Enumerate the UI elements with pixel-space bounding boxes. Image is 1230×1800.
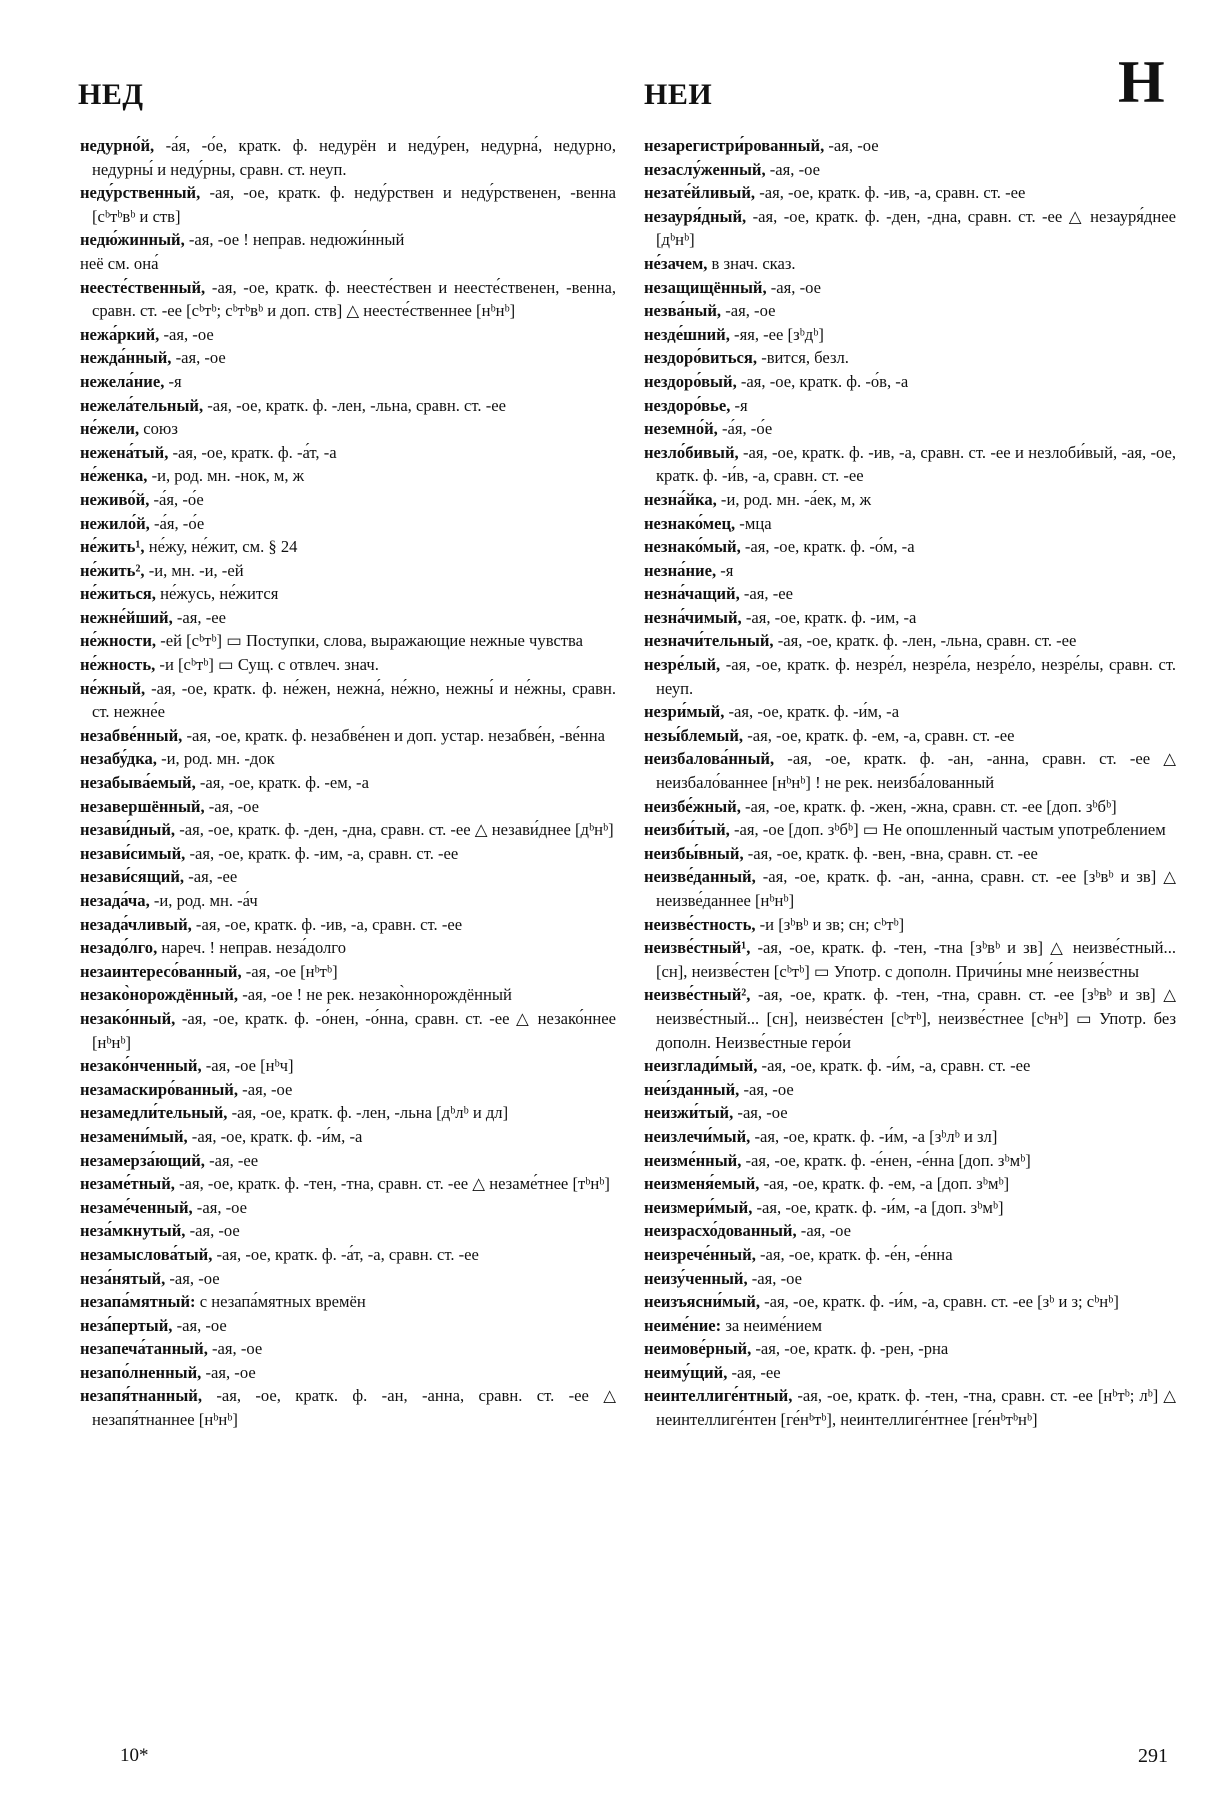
entry-headword: неиму́щий, [644, 1362, 728, 1382]
entry-definition: -ая, -ое [нᵇтᵇ] [241, 961, 338, 981]
entry-headword: незави́сящий, [80, 867, 185, 887]
entry-definition: -ая, -ое, кратк. ф. -и́м, -а, сравн. ст. -ее [зᵇ и з; сᵇнᵇ] [759, 1292, 1119, 1312]
entry-headword: неду́рственный, [80, 183, 201, 203]
entry-definition: -и [зᵇвᵇ и зв; сн; сᵇтᵇ] [755, 914, 905, 934]
entry-definition: -ая, -ое [238, 1079, 293, 1099]
entry-headword: незавершённый, [80, 796, 205, 816]
entry-definition: -я [164, 371, 182, 391]
dictionary-entry [80, 512, 616, 536]
entry-definition: -яя, -ее [зᵇдᵇ] [729, 324, 824, 344]
entry-definition: -ая, -ое, кратк. ф. неду́рствен и неду́рственен, -венна [сᵇтᵇвᵇ и ств] [92, 183, 616, 226]
entry-headword: нежа́ркий, [80, 324, 160, 344]
dictionary-entry [644, 181, 1176, 205]
dictionary-entry [80, 535, 616, 559]
entry-definition: -ая, -ое, кратк. ф. -ден, -дна, сравн. ст. -ее △ незави́днее [дᵇнᵇ] [175, 820, 614, 840]
entry-headword: незави́дный, [80, 820, 176, 840]
running-head-left: НЕД [78, 78, 144, 111]
entry-definition: -ая, -ое [192, 1197, 248, 1217]
entry-definition: -ая, -ое [721, 301, 776, 321]
entry-definition: -ая, -ое, кратк. ф. -о́м, -а [740, 537, 915, 557]
dictionary-entry [644, 818, 1176, 842]
dictionary-entry [644, 1196, 1176, 1220]
dictionary-entry [80, 1149, 616, 1173]
dictionary-entry [644, 1054, 1176, 1078]
dictionary-entry [80, 747, 616, 771]
entry-headword: незапеча́танный, [80, 1339, 208, 1359]
dictionary-entry [80, 1078, 616, 1102]
dictionary-entry [80, 394, 616, 418]
entry-definition: не́жу, не́жит, см. § 24 [144, 537, 298, 557]
entry-headword: неизве́данный, [644, 867, 756, 887]
entry-headword: незате́йливый, [644, 183, 756, 203]
dictionary-entry [644, 370, 1176, 394]
dictionary-entry [644, 1078, 1176, 1102]
dictionary-entry [80, 1007, 616, 1054]
entry-definition: -ая, -ое, кратк. ф. -и́м, -а [доп. зᵇмᵇ] [752, 1197, 1004, 1217]
dictionary-entry [644, 795, 1176, 819]
entry-headword: незначи́тельный, [644, 631, 774, 651]
dictionary-entry [80, 582, 616, 606]
entry-definition: -ая, -ое [165, 1268, 220, 1288]
entry-definition: -я [716, 560, 734, 580]
entry-headword: незамедли́тельный, [80, 1103, 228, 1123]
entry-headword: незапя́тнанный, [80, 1386, 203, 1406]
entry-headword: неизменя́емый, [644, 1174, 760, 1194]
entry-definition: -ая, -ое [доп. зᵇбᵇ] ▭ Не опошленный частым употреблением [729, 820, 1166, 840]
entry-definition: -ая, -ое [765, 159, 820, 179]
entry-headword: незамыслова́тый, [80, 1244, 213, 1264]
dictionary-entry [80, 889, 616, 913]
entry-headword: незва́ный, [644, 301, 722, 321]
entry-headword: неза́нятый, [80, 1268, 166, 1288]
entry-headword: не́жить¹, [80, 537, 145, 557]
entry-headword: не́жности, [80, 631, 157, 651]
entry-headword: нездоро́вье, [644, 395, 731, 415]
entry-headword: незарегистри́рованный, [644, 136, 825, 155]
entry-headword: незде́шний, [644, 324, 730, 344]
entry-headword: незабве́нный, [80, 725, 183, 745]
entry-definition: -ая, -ое, кратк. ф. незре́л, незре́ла, незре́ло, незре́лы, сравн. ст. неуп. [656, 655, 1176, 698]
running-head-right: НЕИ [644, 78, 713, 111]
dictionary-entry [644, 488, 1176, 512]
entry-headword: нежда́нный, [80, 348, 172, 368]
entry-headword: неизрече́нный, [644, 1244, 756, 1264]
entry-headword: незави́симый, [80, 843, 186, 863]
entry-headword: неизве́стность, [644, 914, 756, 934]
entry-definition: -ая, -ое, кратк. ф. -тен, -тна, сравн. ст. -ее [зᵇвᵇ и зв] △ неизве́стный... [сн], неизве́стен [сᵇтᵇ], неизве́стнее [сᵇнᵇ] ▭ Употр. без дополн. Неизве́стные геро́и [656, 985, 1176, 1052]
entry-definition: -ая, -ое [824, 136, 879, 155]
entry-headword: незадо́лго, [80, 938, 158, 958]
entry-definition: -ая, -ее [172, 607, 226, 627]
entry-headword: незако̀норождённый, [80, 985, 239, 1005]
entry-definition: -ая, -ое, кратк. ф. -о́в, -а [736, 371, 909, 391]
dictionary-entry [644, 913, 1176, 937]
entry-headword: неизрасхо́дованный, [644, 1221, 797, 1241]
dictionary-entry [80, 488, 616, 512]
entry-headword: не́жность, [80, 655, 156, 675]
entry-definition: -ая, -ое, кратк. ф. -а́т, -а [168, 442, 337, 462]
entry-definition: -ая, -ое, кратк. ф. -лен, -льна, сравн. ст. -ее [773, 631, 1077, 651]
entry-definition: союз [139, 419, 178, 439]
entry-definition: -ая, -ое, кратк. ф. -ем, -а, сравн. ст. -ее [743, 725, 1015, 745]
dictionary-entry [644, 394, 1176, 418]
entry-definition: -ая, -ое, кратк. ф. -и́м, -а [724, 702, 900, 722]
entry-headword: нежне́йший, [80, 607, 173, 627]
entry-headword: неизбалова́нный, [644, 749, 775, 769]
entry-definition: -ая, -ое, кратк. ф. -лен, -льна, сравн. ст. -ее [203, 395, 506, 415]
entry-headword: не́жный, [80, 678, 146, 698]
entry-headword: незамерза́ющий, [80, 1150, 205, 1170]
entry-definition: с незапа́мятных времён [195, 1292, 366, 1312]
entry-definition: -и [сᵇтᵇ] ▭ Сущ. с отвлеч. знач. [155, 655, 379, 675]
entry-definition: -ая, -ое ! не рек. незако̀ннорождённый [238, 985, 512, 1005]
dictionary-entry [644, 158, 1176, 182]
entry-definition: -ая, -ое, кратк. ф. -и́м, -а, сравн. ст. -ее [757, 1056, 1031, 1076]
dictionary-entry [80, 960, 616, 984]
dictionary-entry [644, 1101, 1176, 1125]
entry-definition: -ая, -ое [171, 348, 226, 368]
dictionary-entry [644, 512, 1176, 536]
dictionary-entry [80, 1243, 616, 1267]
dictionary-entry [80, 983, 616, 1007]
dictionary-entry [644, 299, 1176, 323]
dictionary-entry [80, 134, 616, 181]
entry-definition: -а́я, -о́е [149, 513, 205, 533]
entry-headword: незна́чащий, [644, 584, 740, 604]
entry-headword: незабу́дка, [80, 749, 157, 769]
dictionary-entry [80, 1267, 616, 1291]
entry-headword: неизмери́мый, [644, 1197, 753, 1217]
dictionary-entry [80, 323, 616, 347]
entry-headword: незада́ча, [80, 891, 150, 910]
entry-definition: -ая, -ое ! неправ. недюжи́нный [184, 230, 405, 250]
entry-headword: неи́зданный, [644, 1079, 740, 1099]
dictionary-entry [644, 559, 1176, 583]
entry-definition: -ая, -ое, кратк. ф. -им, -а, сравн. ст. -ее [185, 843, 459, 863]
entry-headword: не́житься, [80, 584, 156, 604]
dictionary-entry [644, 842, 1176, 866]
entry-definition: -ая, -ое, кратк. ф. -ем, -а [195, 773, 369, 793]
dictionary-entry [80, 1337, 616, 1361]
entry-headword: неимове́рный, [644, 1339, 752, 1359]
dictionary-entry [80, 346, 616, 370]
dictionary-entry [80, 724, 616, 748]
entry-definition: -ая, -ое [185, 1221, 240, 1241]
entry-headword: неизве́стный², [644, 985, 751, 1005]
dictionary-entry [80, 1384, 616, 1431]
dictionary-entry [80, 1361, 616, 1385]
entry-headword: незаме́ченный, [80, 1197, 193, 1217]
entry-headword: нездоро́виться, [644, 348, 758, 368]
entry-headword: незна́чимый, [644, 607, 742, 627]
entry-definition: -ая, -ое, кратк. ф. -ан, -анна, сравн. ст. -ее △ незапя́тнаннее [нᵇнᵇ] [92, 1386, 616, 1430]
dictionary-entry [80, 1219, 616, 1243]
entry-definition: -ая, -ое, кратк. ф. неесте́ствен и неесте́ственен, -венна, сравн. ст. -ее [сᵇтᵇ; сᵇтᵇвᵇ и доп. ств] △ неесте́ственнее [нᵇнᵇ] [92, 277, 616, 321]
dictionary-entry [80, 559, 616, 583]
entry-headword: незада́чливый, [80, 914, 192, 934]
entry-definition: -ая, -ее [184, 867, 238, 887]
entry-headword: неживо́й, [80, 489, 150, 509]
entry-headword: незауря́дный, [644, 206, 747, 226]
dictionary-entry [80, 1101, 616, 1125]
entry-definition: -ей [сᵇтᵇ] ▭ Поступки, слова, выражающие нежные чувства [156, 631, 584, 651]
entry-definition: -ая, -ое, кратк. ф. -а́т, -а, сравн. ст. -ее [212, 1244, 479, 1264]
entry-headword: незнако́мец, [644, 513, 736, 533]
entry-definition: -ая, -ое [нᵇч] [201, 1056, 294, 1076]
entry-definition: неё см. она́ [80, 253, 159, 273]
right-column [644, 134, 1176, 1432]
entry-headword: неза́мкнутый, [80, 1221, 186, 1241]
entry-definition: -ая, -ое, кратк. ф. -ан, -анна, сравн. ст. -ее [зᵇвᵇ и зв] △ неизве́даннее [нᵇнᵇ] [656, 867, 1176, 910]
entry-definition: -мца [735, 513, 772, 533]
dictionary-entry [644, 1361, 1176, 1385]
entry-headword: незаинтересо́ванный, [80, 961, 242, 981]
entry-headword: недурно́й, [80, 136, 155, 155]
entry-definition: -ая, -ое, кратк. ф. -ден, -дна, сравн. ст. -ее △ незауря́днее [дᵇнᵇ] [656, 206, 1176, 250]
dictionary-entry [644, 983, 1176, 1054]
dictionary-entry [644, 865, 1176, 912]
entry-definition: -ая, -ое, кратк. ф. -тен, -тна, сравн. ст. -ее [нᵇтᵇ; лᵇ] △ неинтеллиге́нтен [ге́нᵇтᵇ], неинтеллиге́нтнее [ге́нᵇтᵇнᵇ] [656, 1386, 1176, 1430]
entry-definition: -ая, -ое [159, 324, 214, 344]
entry-headword: незы́блемый, [644, 725, 744, 745]
entry-headword: не́зачем, [644, 253, 708, 273]
entry-headword: нежела́ние, [80, 371, 165, 391]
entry-headword: незамени́мый, [80, 1126, 188, 1146]
dictionary-entry [644, 323, 1176, 347]
dictionary-entry [80, 606, 616, 630]
entry-definition: -я [730, 395, 748, 415]
entry-definition: -ая, -ое, кратк. ф. -им, -а [741, 607, 917, 627]
entry-headword: нежена́тый, [80, 442, 169, 462]
entry-headword: неизу́ченный, [644, 1268, 748, 1288]
dictionary-entry [80, 1196, 616, 1220]
entry-headword: незапо́лненный, [80, 1362, 202, 1382]
dictionary-entry [80, 865, 616, 889]
dictionary-entry [80, 771, 616, 795]
entry-definition: -и, род. мн. -а́ч [149, 891, 258, 910]
dictionary-entry [644, 1384, 1176, 1431]
entry-definition: -и, род. мн. -док [156, 749, 275, 769]
entry-headword: неизглади́мый, [644, 1056, 758, 1076]
entry-definition: -ая, -ое, кратк. ф. -ив, -а, сравн. ст. -ее [191, 914, 463, 934]
section-letter: Н [1118, 49, 1165, 115]
dictionary-entry [644, 936, 1176, 983]
entry-definition: -ая, -ое, кратк. ф. -лен, -льна [дᵇлᵇ и дл] [227, 1103, 509, 1123]
entry-headword: нежела́тельный, [80, 395, 204, 415]
entry-definition: -а́я, -о́е [149, 489, 204, 509]
dictionary-entry [80, 653, 616, 677]
entry-definition: -ая, -ое [739, 1079, 794, 1099]
dictionary-entry [644, 582, 1176, 606]
dictionary-entry [80, 252, 616, 276]
entry-headword: незабыва́емый, [80, 773, 196, 793]
entry-headword: незамаскиро́ванный, [80, 1079, 239, 1099]
entry-definition: -а́я, -о́е, кратк. ф. недурён и неду́рен, недурна́, недурно, недурны́ и неду́рны, сравн. ст. неуп. [92, 136, 616, 179]
dictionary-entry [80, 913, 616, 937]
dictionary-entry [80, 842, 616, 866]
entry-headword: неесте́ственный, [80, 277, 206, 297]
left-column [80, 134, 616, 1432]
entry-definition: -ая, -ое, кратк. ф. -и́м, -а [187, 1126, 363, 1146]
entry-headword: не́жели, [80, 419, 140, 439]
entry-definition: -и, род. мн. -нок, м, ж [147, 466, 305, 486]
entry-definition: -ая, -ое, кратк. ф. -ан, -анна, сравн. ст. -ее △ неизбало́ваннее [нᵇнᵇ] ! не рек. неизба́лованный [656, 749, 1176, 793]
entry-definition: -ая, -ое [207, 1339, 263, 1359]
entry-headword: неизбе́жный, [644, 796, 741, 816]
entry-definition: -и, мн. -и, -ей [144, 560, 244, 580]
dictionary-entry [644, 535, 1176, 559]
dictionary-entry [80, 1314, 616, 1338]
entry-definition: -ая, -ое, кратк. ф. -е́н, -е́нна [755, 1244, 953, 1264]
entry-definition: -а́я, -о́е [717, 419, 773, 439]
entry-headword: неизме́нный, [644, 1150, 742, 1170]
dictionary-entry [80, 276, 616, 323]
entry-headword: незаме́тный, [80, 1174, 175, 1194]
entry-definition: -ая, -ое [172, 1315, 227, 1335]
entry-headword: неза́пертый, [80, 1315, 173, 1335]
dictionary-entry [644, 1125, 1176, 1149]
entry-headword: незре́лый, [644, 655, 721, 675]
entry-headword: не́женка, [80, 466, 148, 486]
entry-headword: незащищённый, [644, 277, 767, 297]
dictionary-entry [644, 1149, 1176, 1173]
entry-definition: -ая, -ое [747, 1268, 802, 1288]
entry-definition: -ая, -ое [796, 1221, 851, 1241]
entry-definition: -ая, -ее [204, 1150, 259, 1170]
entry-definition: -ая, -ое, кратк. ф. незабве́нен и доп. устар. незабве́н, -ве́нна [182, 725, 605, 745]
entry-definition: -ая, -ое, кратк. ф. -е́нен, -е́нна [доп. зᵇмᵇ] [741, 1150, 1031, 1170]
entry-definition: -ая, -ое, кратк. ф. -ем, -а [доп. зᵇмᵇ] [759, 1174, 1010, 1194]
dictionary-entry [644, 629, 1176, 653]
dictionary-entry [644, 1172, 1176, 1196]
dictionary-entry [644, 747, 1176, 794]
entry-headword: незако́нченный, [80, 1056, 202, 1076]
dictionary-entry [644, 205, 1176, 252]
entry-headword: нежило́й, [80, 513, 150, 533]
entry-definition: -ая, -ое, кратк. ф. -жен, -жна, сравн. ст. -ее [доп. зᵇбᵇ] [740, 796, 1117, 816]
entry-definition: -вится, безл. [757, 348, 849, 368]
entry-definition: -ая, -ое [766, 277, 821, 297]
entry-definition: -ая, -ое [201, 1362, 256, 1382]
dictionary-entry [80, 818, 616, 842]
entry-headword: нездоро́вый, [644, 371, 737, 391]
entry-headword: не́жить², [80, 560, 145, 580]
entry-headword: неизжи́тый, [644, 1103, 734, 1123]
entry-definition: -ая, -ое, кратк. ф. -тен, -тна [зᵇвᵇ и зв] △ неизве́стный... [сн], неизве́стен [сᵇтᵇ] ▭ Употр. с дополн. Причи́ны мне́ неизве́стны [656, 938, 1176, 981]
dictionary-entry [644, 252, 1176, 276]
entry-definition: -ая, -ое, кратк. ф. -и́м, -а [зᵇлᵇ и зл] [750, 1126, 998, 1146]
dictionary-entry [80, 464, 616, 488]
entry-headword: незнако́мый, [644, 537, 741, 557]
entry-definition: -ая, -ое [733, 1103, 788, 1123]
dictionary-entry [644, 653, 1176, 700]
entry-headword: неизлечи́мый, [644, 1126, 751, 1146]
entry-definition: -ая, -ое [204, 796, 259, 816]
entry-headword: незна́йка, [644, 489, 717, 509]
entry-headword: незри́мый, [644, 702, 725, 722]
dictionary-entry [80, 417, 616, 441]
entry-headword: неинтеллиге́нтный, [644, 1386, 793, 1406]
entry-headword: неизби́тый, [644, 820, 730, 840]
entry-definition: -ая, -ее [739, 584, 793, 604]
signature-mark: 10* [120, 1745, 149, 1766]
entry-headword: незако́нный, [80, 1008, 176, 1028]
entry-definition: -и, род. мн. -а́ек, м, ж [716, 489, 872, 509]
dictionary-entry [644, 1314, 1176, 1338]
entry-definition: нареч. ! неправ. неза́долго [157, 938, 346, 958]
entry-definition: -ая, -ое, кратк. ф. -вен, -вна, сравн. ст. -ее [743, 843, 1038, 863]
entry-headword: неизве́стный¹, [644, 938, 751, 958]
dictionary-entry [644, 346, 1176, 370]
dictionary-entry [644, 1267, 1176, 1291]
dictionary-entry [644, 417, 1176, 441]
dictionary-entry [80, 1290, 616, 1314]
dictionary-entry [644, 441, 1176, 488]
entry-definition: не́жусь, не́жится [155, 584, 279, 604]
dictionary-entry [80, 1125, 616, 1149]
dictionary-entry [644, 1243, 1176, 1267]
entry-headword: неземно́й, [644, 419, 718, 439]
entry-definition: -ая, -ое, кратк. ф. -о́нен, -о́нна, сравн. ст. -ее △ незако́ннее [нᵇнᵇ] [92, 1008, 616, 1052]
dictionary-entry [644, 1290, 1176, 1314]
dictionary-entry [80, 228, 616, 252]
entry-headword: недю́жинный, [80, 230, 185, 250]
entry-definition: -ая, -ое, кратк. ф. -ив, -а, сравн. ст. -ее и незлоби́вый, -ая, -ое, кратк. ф. -и́в, -а, сравн. ст. -ее [656, 442, 1176, 486]
entry-definition: за неиме́нием [721, 1315, 823, 1335]
dictionary-entry [80, 629, 616, 653]
dictionary-entry [644, 276, 1176, 300]
dictionary-entry [80, 441, 616, 465]
dictionary-entry [80, 1172, 616, 1196]
dictionary-entry [80, 677, 616, 724]
entry-definition: -ая, -ое, кратк. ф. не́жен, нежна́, не́жно, нежны́ и не́жны, сравн. ст. нежне́е [92, 678, 616, 722]
dictionary-entry [80, 795, 616, 819]
dictionary-entry [80, 936, 616, 960]
entry-headword: незна́ние, [644, 560, 717, 580]
dictionary-entry [80, 181, 616, 228]
entry-definition: -ая, -ее [727, 1362, 781, 1382]
entry-definition: в знач. сказ. [707, 253, 796, 273]
dictionary-entry [644, 700, 1176, 724]
entry-headword: незапа́мятный: [80, 1292, 196, 1312]
dictionary-entry [80, 370, 616, 394]
entry-definition: -ая, -ое, кратк. ф. -рен, -рна [751, 1339, 949, 1359]
dictionary-entry [644, 1219, 1176, 1243]
entry-definition: -ая, -ое, кратк. ф. -тен, -тна, сравн. ст. -ее △ незаме́тнее [тᵇнᵇ] [174, 1174, 610, 1194]
dictionary-entry [644, 724, 1176, 748]
dictionary-entry [80, 1054, 616, 1078]
entry-headword: неизъясни́мый, [644, 1292, 760, 1312]
entry-headword: неиме́ние: [644, 1315, 722, 1335]
dictionary-entry [644, 134, 1176, 158]
entry-headword: незло́бивый, [644, 442, 739, 462]
entry-headword: незаслу́женный, [644, 159, 766, 179]
entry-definition: -ая, -ое, кратк. ф. -ив, -а, сравн. ст. -ее [755, 183, 1026, 203]
dictionary-entry [644, 1337, 1176, 1361]
page-number: 291 [1138, 1745, 1168, 1767]
entry-headword: неизбы́вный, [644, 843, 744, 863]
dictionary-entry [644, 606, 1176, 630]
